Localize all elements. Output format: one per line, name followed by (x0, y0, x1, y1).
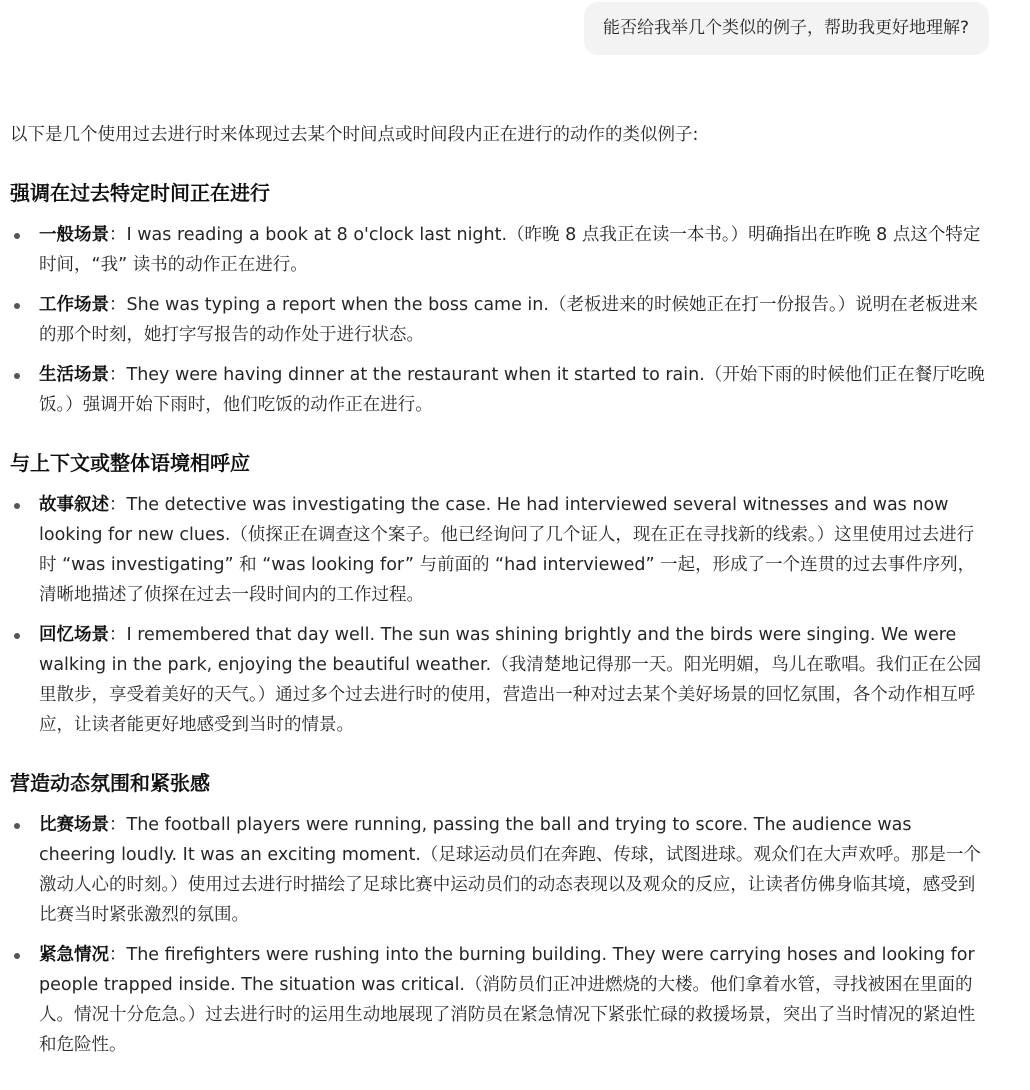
list-item: 比赛场景：The football players were running, passing the ball and trying to score. The audience was cheering loudly. It was an exciting moment.（足球运动员们在奔跑、传球，试图进球。观众们在大声欢呼。那是一个激动人心的时刻。）使用过去进行时描绘了足球比赛中运动员们的动态表现以及观众的反应，让读者仿佛身临其境，感受到比赛当时紧张激烈的氛围。 (10, 810, 988, 930)
bullet-dot (14, 373, 20, 379)
item-text: She was typing a report when the boss came in.（老板进来的时候她正在打一份报告。）说明在老板进来的那个时刻，她打字写报告的动作处于进行状态。 (39, 295, 978, 345)
section-heading: 与上下文或整体语境相呼应 (10, 451, 250, 475)
item-text: The detective was investigating the case. He had interviewed several witnesses and was now looking for new clues.（侦探正在调查这个案子。他已经询问了几个证人，现在正在寻找新的线索。）这里使用过去进行时 “was investigating” 和 “was looking for” 与前面的 “had interviewed” 一起，形成了一个连贯的过去事件序列，清晰地描述了侦探在过去一段时间内的工作过程。 (39, 495, 976, 605)
item-term: 故事叙述 (39, 495, 109, 515)
assistant-response (10, 120, 988, 1088)
example-list (10, 810, 988, 1060)
section-heading: 强调在过去特定时间正在进行 (10, 181, 270, 205)
item-term: 紧急情况 (39, 945, 109, 965)
item-text: I was reading a book at 8 o'clock last night.（昨晚 8 点我正在读一本书。）明确指出在昨晚 8 点这个特定时间，“我” 读书的动作正在进行。 (39, 225, 981, 275)
list-item: 故事叙述：The detective was investigating the case. He had interviewed several witnesses and was now looking for new clues.（侦探正在调查这个案子。他已经询问了几个证人，现在正在寻找新的线索。）这里使用过去进行时 “was investigating” 和 “was looking for” 与前面的 “had interviewed” 一起，形成了一个连贯的过去事件序列，清晰地描述了侦探在过去一段时间内的工作过程。 (10, 490, 988, 610)
item-term: 回忆场景 (39, 625, 109, 645)
response-intro: 以下是几个使用过去进行时来体现过去某个时间点或时间段内正在进行的动作的类似例子: (10, 125, 699, 145)
bullet-dot (14, 823, 20, 829)
item-term: 一般场景 (39, 225, 109, 245)
bullet-dot (14, 233, 20, 239)
list-item: 回忆场景：I remembered that day well. The sun was shining brightly and the birds were singing. We were walking in the park, enjoying the beautiful weather.（我清楚地记得那一天。阳光明媚，鸟儿在歌唱。我们正在公园里散步，享受着美好的天气。）通过多个过去进行时的使用，营造出一种对过去某个美好场景的回忆氛围，各个动作相互呼应，让读者能更好地感受到当时的情景。 (10, 620, 988, 740)
bullet-dot (14, 953, 20, 959)
list-item: 生活场景：They were having dinner at the restaurant when it started to rain.（开始下雨的时候他们正在餐厅吃晚饭。）强调开始下雨时，他们吃饭的动作正在进行。 (10, 360, 988, 420)
list-item: 工作场景：She was typing a report when the boss came in.（老板进来的时候她正在打一份报告。）说明在老板进来的那个时刻，她打字写报告的动作处于进行状态。 (10, 290, 988, 350)
bullet-dot (14, 633, 20, 639)
item-term: 工作场景 (39, 295, 109, 315)
item-text: The firefighters were rushing into the burning building. They were carrying hoses and looking for people trapped inside. The situation was critical.（消防员们正冲进燃烧的大楼。他们拿着水管，寻找被困在里面的人。情况十分危急。）过去进行时的运用生动地展现了消防员在紧急情况下紧张忙碌的救援场景，突出了当时情况的紧迫性和危险性。 (39, 945, 976, 1055)
item-text: They were having dinner at the restaurant when it started to rain.（开始下雨的时候他们正在餐厅吃晚饭。）强调开始下雨时，他们吃饭的动作正在进行。 (39, 365, 985, 415)
item-term: 比赛场景 (39, 815, 109, 835)
item-text: I remembered that day well. The sun was shining brightly and the birds were singing. We were walking in the park, enjoying the beautiful weather.（我清楚地记得那一天。阳光明媚，鸟儿在歌唱。我们正在公园里散步，享受着美好的天气。）通过多个过去进行时的使用，营造出一种对过去某个美好场景的回忆氛围，各个动作相互呼应，让读者能更好地感受到当时的情景。 (39, 625, 982, 735)
list-item: 紧急情况：The firefighters were rushing into the burning building. They were carrying hoses and looking for people trapped inside. The situation was critical.（消防员们正冲进燃烧的大楼。他们拿着水管，寻找被困在里面的人。情况十分危急。）过去进行时的运用生动地展现了消防员在紧急情况下紧张忙碌的救援场景，突出了当时情况的紧迫性和危险性。 (10, 940, 988, 1060)
bullet-dot (14, 303, 20, 309)
item-term: 生活场景 (39, 365, 109, 385)
item-text: The football players were running, passing the ball and trying to score. The audience was cheering loudly. It was an exciting moment.（足球运动员们在奔跑、传球，试图进球。观众们在大声欢呼。那是一个激动人心的时刻。）使用过去进行时描绘了足球比赛中运动员们的动态表现以及观众的反应，让读者仿佛身临其境，感受到比赛当时紧张激烈的氛围。 (39, 815, 981, 925)
list-item: 一般场景：I was reading a book at 8 o'clock last night.（昨晚 8 点我正在读一本书。）明确指出在昨晚 8 点这个特定时间，“我” 读书的动作正在进行。 (10, 220, 988, 280)
user-message-bubble: 能否给我举几个类似的例子，帮助我更好地理解? (584, 2, 989, 55)
example-list (10, 220, 988, 420)
user-message-row (584, 2, 989, 55)
section-heading: 营造动态氛围和紧张感 (10, 771, 210, 795)
example-list (10, 490, 988, 740)
bullet-dot (14, 503, 20, 509)
